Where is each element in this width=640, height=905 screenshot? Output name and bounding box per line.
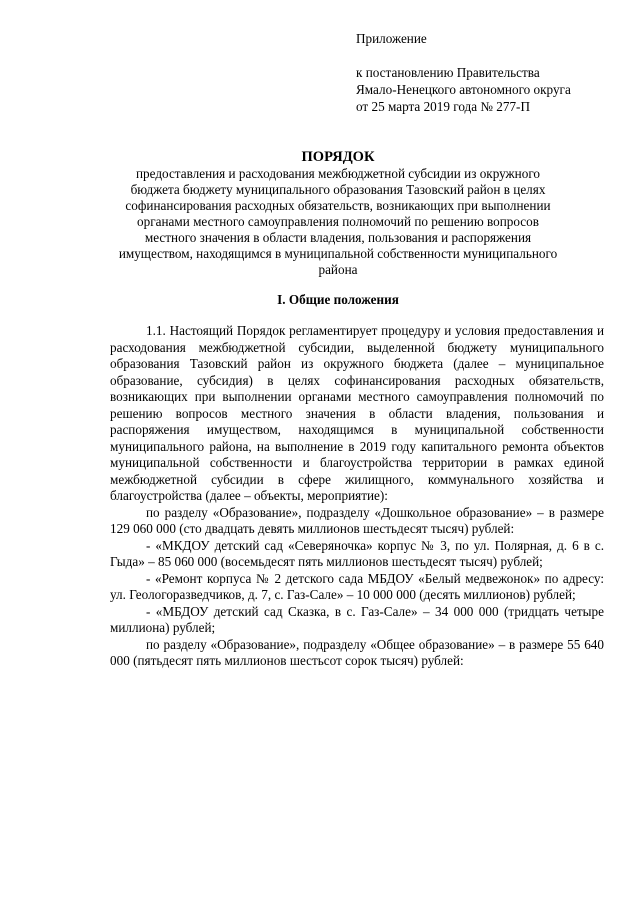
appendix-region-line: Ямало-Ненецкого автономного округа [356,82,571,97]
section-heading: I. Общие положения [277,292,399,307]
paragraph-item-bely-medvezhonok: - «Ремонт корпуса № 2 детского сада МБДОУ «Белый медвежонок» по адресу: ул. Геологоразведчиков, д. 7, с. Газ-Сале» – 10 000 000 (десять миллионов) рублей; [110,570,604,602]
paragraph-1-1: 1.1. Настоящий Порядок регламентирует процедуру и условия предоставления и расходования межбюджетной субсидии, выделенной бюджету муниципального образования Тазовский район из окружного бюджета (далее – муниципальное образование, субсидия) в целях софинансирования расходных обязательств, возникающих при выполнении органами местного самоуправления полномочий по решению вопросов местного значения в области владения, пользования и распоряжения имуществом, находящимся в муниципальной собственности муниципального района, на выполнение в 2019 году капитального ремонта объектов муниципальной собственности и благоустройства территории в рамках единой межбюджетной субсидии в сфере жилищного, коммунального хозяйства и благоустройства (далее – объекты, мероприятие): [110,323,604,503]
paragraph-item-severyanochka: - «МКДОУ детский сад «Северяночка» корпус № 3, по ул. Полярная, д. 6 в с. Гыда» – 85 060 000 (восемьдесят пять миллионов шестьдесят тысяч) рублей; [110,537,604,569]
paragraph-preschool-section: по разделу «Образование», подразделу «Дошкольное образование» – в размере 129 060 000 (сто двадцать девять миллионов шестьдесят тысяч) рублей: [110,504,604,536]
appendix-label: Приложение [356,31,427,46]
appendix-block [356,30,616,115]
document-subtitle: предоставления и расходования межбюджетной субсидии из окружного бюджета бюджету муниципального образования Тазовский район в целях софинансирования расходных обязательств, возникающих при выполнении органами местного самоуправления полномочий по решению вопросов местного значения в области владения, пользования и распоряжения имуществом, находящимся в муниципальной собственности муниципального района [118,166,558,277]
paragraph-item-skazka: - «МБДОУ детский сад Сказка, в с. Газ-Сале» – 34 000 000 (тридцать четыре миллиона) рублей; [110,603,604,635]
appendix-spacer [356,47,616,64]
document-body [110,323,604,670]
document-title: ПОРЯДОК [301,149,375,165]
appendix-resolution-line: к постановлению Правительства [356,65,540,80]
paragraph-general-education-section: по разделу «Образование», подразделу «Общее образование» – в размере 55 640 000 (пятьдесят пять миллионов шестьсот сорок тысяч) рублей: [110,636,604,668]
document-title-block [110,148,566,278]
appendix-date-line: от 25 марта 2019 года № 277-П [356,99,530,114]
